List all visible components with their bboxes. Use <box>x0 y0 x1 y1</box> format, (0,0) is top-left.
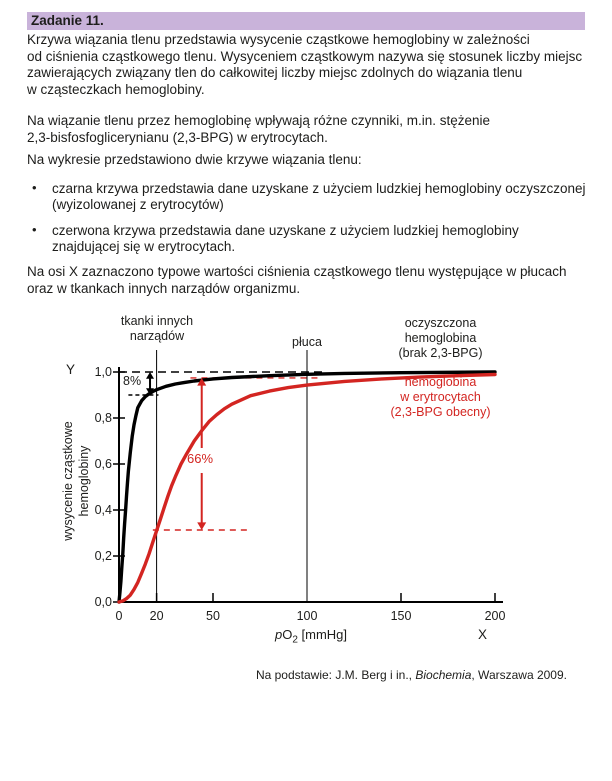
citation-suffix: , Warszawa 2009. <box>471 668 567 682</box>
guide-label-line: płuca <box>292 335 322 349</box>
y-tick-label: 1,0 <box>94 365 112 379</box>
bullet-item-red-curve <box>27 223 597 255</box>
paragraph-line: od ciśnienia cząstkowego tlenu. Wysyceniem cząstkowym nazywa się stosunek liczby miejsc <box>27 48 583 64</box>
annotation-66pct: 66% <box>187 451 214 466</box>
chart-region <box>0 305 612 661</box>
curve-label-line: hemoglobina <box>404 375 477 389</box>
paragraph-curves-intro <box>27 152 597 169</box>
x-axis-letter: X <box>478 627 488 642</box>
y-tick-label: 0,2 <box>94 549 112 563</box>
guide-label-tissues <box>92 314 222 344</box>
y-tick-label: 0,0 <box>94 595 112 609</box>
citation <box>0 668 567 682</box>
x-tick-label: 200 <box>484 609 506 623</box>
x-tick-label: 0 <box>115 609 123 623</box>
x-axis-title <box>236 627 386 646</box>
citation-prefix: Na podstawie: J.M. Berg i in., <box>255 668 416 682</box>
citation-italic: Biochemia <box>415 668 472 682</box>
paragraph-line: Na wiązanie tlenu przez hemoglobinę wpływają różne czynniki, m.in. stężenie <box>27 113 490 128</box>
y-tick-label: 0,6 <box>94 457 112 471</box>
bullet-dot-icon: • <box>32 180 37 195</box>
guide-label-lungs <box>257 335 357 350</box>
x-tick-label: 150 <box>390 609 412 623</box>
paragraph-bpg <box>27 113 597 146</box>
guide-label-line: tkanki innych <box>120 314 194 328</box>
x-axis-title-sub: 2 <box>292 634 298 646</box>
bullet-item-black-curve <box>27 181 597 213</box>
bullet-line: (wyizolowanej z erytrocytów) <box>52 197 224 212</box>
bullet-line: znajdującej się w erytrocytach. <box>52 239 236 254</box>
curve-label-line: w erytrocytach <box>400 390 481 404</box>
curve-label-purified <box>368 316 513 361</box>
task-header: Zadanie 11. <box>27 12 585 30</box>
annotation-8pct: 8% <box>123 374 142 388</box>
y-tick-label: 0,8 <box>94 411 112 425</box>
paragraph-line: 2,3-bisfosfoglicerynianu (2,3-BPG) w erytrocytach. <box>27 129 328 145</box>
paragraph-line: oraz w tkankach innych narządów organizmu. <box>27 280 301 296</box>
paragraph-line: zawierających związany tlen do całkowitej liczby miejsc zdolnych do wiązania tlenu <box>27 65 523 80</box>
paragraph-line: Na wykresie przedstawiono dwie krzywe wiązania tlenu: <box>27 152 362 167</box>
paragraph-line: Na osi X zaznaczono typowe wartości ciśnienia cząstkowego tlenu występujące w płucach <box>27 264 567 279</box>
y-axis-title-line: wysycenie cząstkowe <box>61 421 75 541</box>
y-axis-title-line: hemoglobiny <box>77 445 91 517</box>
x-axis-title-o: O <box>282 627 293 642</box>
x-axis-title-unit: [mmHg] <box>297 627 348 642</box>
y-axis-letter: Y <box>66 362 76 377</box>
bullet-line: czarna krzywa przedstawia dane uzyskane z użyciem ludzkiej hemoglobiny oczyszczonej <box>52 181 586 196</box>
guide-label-line: narządów <box>129 329 185 343</box>
bullet-dot-icon: • <box>32 222 37 237</box>
curve-label-line: hemoglobina <box>404 331 477 345</box>
curve-label-line: (2,3-BPG obecny) <box>390 405 491 419</box>
y-tick-label: 0,4 <box>94 503 112 517</box>
x-tick-label: 20 <box>149 609 164 623</box>
paragraph-intro <box>27 32 597 98</box>
curve-label-erythrocytes <box>368 375 513 420</box>
paragraph-line: w cząsteczkach hemoglobiny. <box>27 81 205 97</box>
x-tick-label: 50 <box>206 609 220 623</box>
curve-label-line: oczyszczona <box>404 316 477 330</box>
curve-label-line: (brak 2,3-BPG) <box>398 346 483 360</box>
paragraph-line: Krzywa wiązania tlenu przedstawia wysycenie cząstkowe hemoglobiny w zależności <box>27 32 530 47</box>
paragraph-x-axis-note <box>27 264 597 297</box>
x-tick-label: 100 <box>296 609 318 623</box>
bullet-line: czerwona krzywa przedstawia dane uzyskane z użyciem ludzkiej hemoglobiny <box>52 223 519 238</box>
x-axis-title-p: p <box>274 627 283 642</box>
